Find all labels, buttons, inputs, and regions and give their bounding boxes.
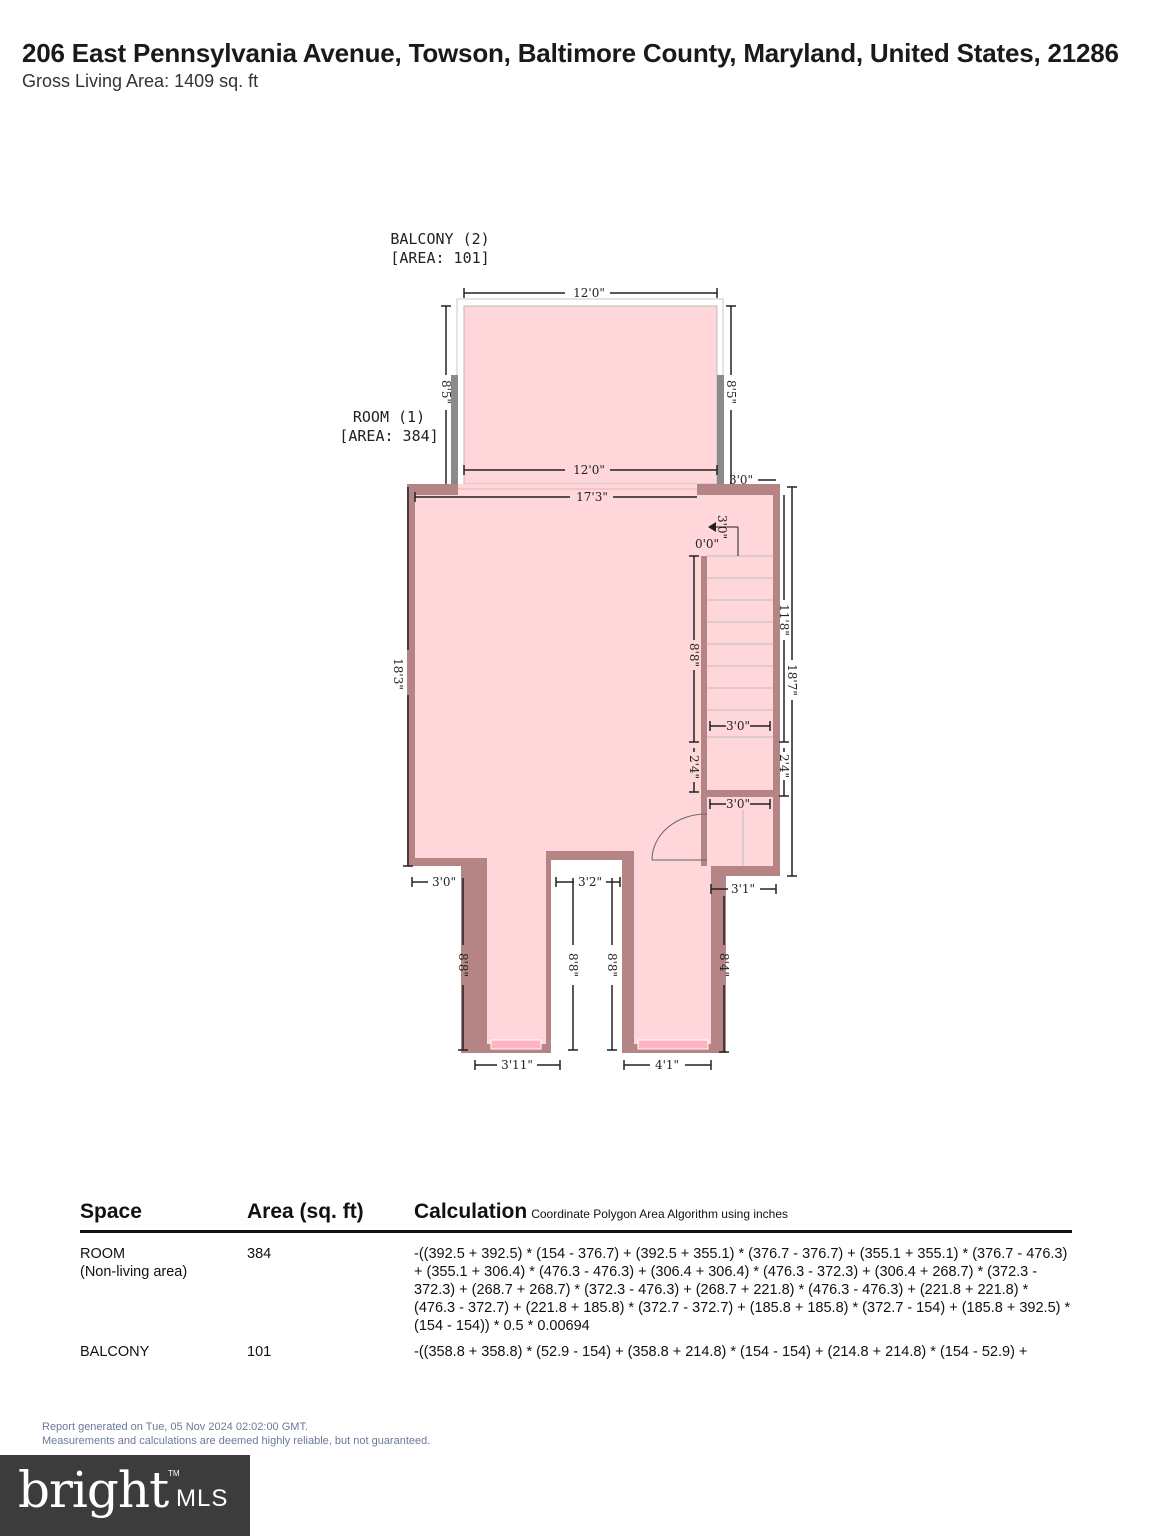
room-area-label: [AREA: 384] [339,427,439,445]
dim-landing-left: 2'4" [687,754,701,780]
header-calculation [414,1200,788,1224]
header-calculation-note: Coordinate Polygon Area Algorithm using inches [531,1207,789,1221]
logo-word: bright [18,1461,169,1519]
dim-stair-top-a: 3'0" [715,514,729,540]
dim-stair-length: 8'8" [687,642,701,668]
dim-right-leg-outer: 8'4" [717,952,731,978]
gross-living-area: Gross Living Area: 1409 sq. ft [22,71,259,91]
table-row [80,1245,1072,1334]
dim-right-leg-bottom: 4'1" [654,1058,680,1072]
balcony-area [464,306,717,484]
header-calculation-title: Calculation [414,1200,528,1223]
row-space-cell [80,1245,240,1281]
closet-wall [701,790,773,797]
row-space: ROOM [80,1246,126,1262]
dim-balcony-bottom: 12'0" [573,463,605,477]
dim-top-right: 3'0" [728,473,754,487]
dim-gap-width: 3'2" [577,875,603,889]
table-row [80,1343,1072,1367]
dim-balcony-left: 8'5" [439,379,453,405]
report-generated: Report generated on Tue, 05 Nov 2024 02:02:00 GMT. [42,1421,309,1433]
dim-left-wing-offset: 3'0" [431,875,457,889]
area-table [80,1196,1072,1367]
dim-right-outer: 18'7" [785,664,799,696]
area-table-header [80,1196,1072,1233]
dim-left-leg-inner: 8'8" [566,952,580,978]
logo-tm: TM [168,1469,180,1478]
dim-landing-right: 2'4" [777,753,791,779]
dim-right-wing-offset: 3'1" [730,882,756,896]
dim-room-top: 17'3" [576,490,608,504]
dim-closet-width: 3'0" [725,797,751,811]
dim-stair-width: 3'0" [725,719,751,733]
row-area: 101 [247,1344,272,1360]
dim-balcony-right: 8'5" [724,379,738,405]
row-calculation: -((358.8 + 358.8) * (52.9 - 154) + (358.8 + 214.8) * (154 - 154) + (214.8 + 214.8) * (154 - 52.9) + [414,1344,1028,1360]
room-label: ROOM (1) [352,408,426,426]
row-space-sub: (Non-living area) [80,1264,188,1280]
header-space: Space [80,1200,142,1223]
balcony-label: BALCONY (2) [390,230,490,248]
balcony-area-label: [AREA: 101] [390,249,490,267]
logo-suffix: MLS [176,1485,229,1512]
row-space: BALCONY [80,1344,150,1360]
dim-left-leg-outer: 8'8" [456,952,470,978]
dim-stair-top-b: 0'0" [694,537,720,551]
dim-right-leg-inner: 8'8" [605,952,619,978]
bright-mls-logo [0,1455,250,1536]
report-disclaimer: Measurements and calculations are deemed highly reliable, but not guaranteed. [42,1435,431,1447]
report-footer [42,1420,430,1448]
dim-balcony-top: 12'0" [573,286,605,300]
closet-side-wall [701,797,707,866]
row-calculation: -((392.5 + 392.5) * (154 - 376.7) + (392.5 + 355.1) * (376.7 - 376.7) + (355.1 + 355.1) * (376.7 - 476.3) + (355.1 + 306.4) * (476.3 - 476.3) + (306.4 + 306.4) * (476.3 - 372.3) + (306.4 + 268.7) * (372.3 - 372.3) + (268.7 + 268.7) * (372.3 - 476.3) + (268.7 + 221.8) * (476.3 - 476.3) + (221.8 + 221.8) * (476.3 - 372.7) + (221.8 + 185.8) * (372.7 - 372.7) + (185.8 + 185.8) * (372.7 - 154) + (185.8 + 392.5) * (154 - 154)) * 0.5 * 0.00694 [414,1246,1071,1334]
dim-right-inner: 11'8" [777,604,791,636]
dim-left-leg-bottom: 3'11" [501,1058,533,1072]
row-area: 384 [247,1246,272,1262]
property-address: 206 East Pennsylvania Avenue, Towson, Baltimore County, Maryland, United States, 21286 [22,38,1119,68]
balcony-right-rail [717,375,724,485]
right-leg-door [638,1040,708,1049]
header-area: Area (sq. ft) [247,1200,364,1223]
left-leg-door [491,1040,541,1049]
dim-room-left: 18'3" [391,658,405,690]
